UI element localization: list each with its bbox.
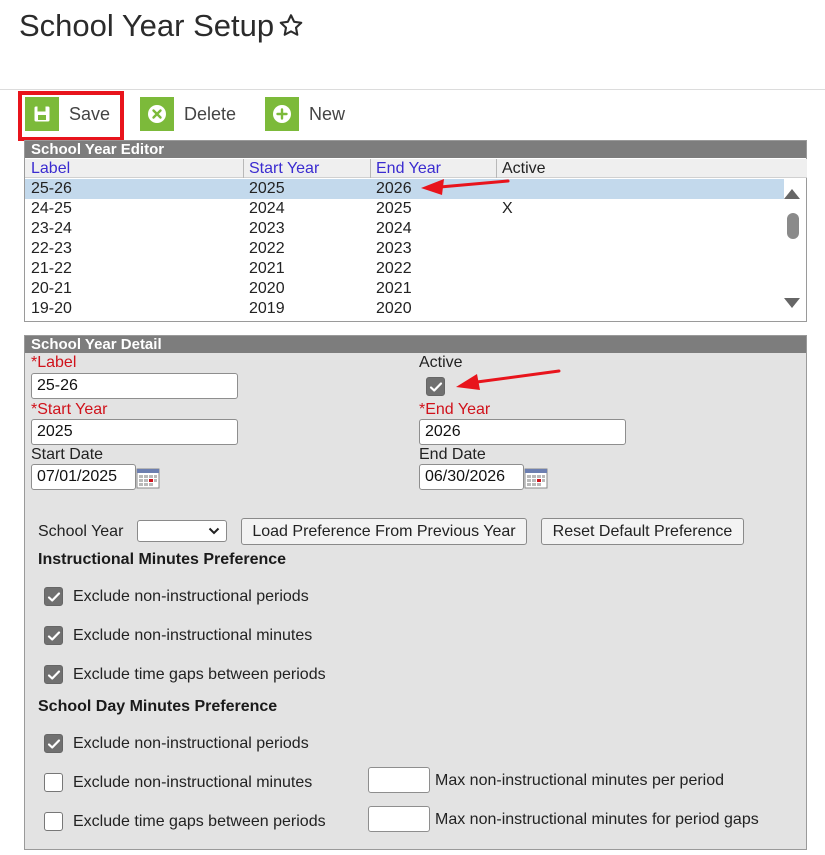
start-year-caption-text: Start Year: [37, 401, 108, 418]
cell-label: 25-26: [31, 180, 72, 197]
load-preference-button[interactable]: Load Preference From Previous Year: [241, 518, 527, 545]
table-row[interactable]: [25, 219, 784, 239]
end-date-caption: End Date: [419, 446, 486, 463]
instr-exclude-gaps-checkbox[interactable]: [44, 665, 63, 684]
cell-label: 20-21: [31, 280, 72, 297]
cell-end-year: 2022: [376, 260, 412, 277]
day-exclude-minutes-label: Exclude non-instructional minutes: [73, 774, 313, 791]
save-highlight-box: [18, 91, 124, 141]
column-separator: [370, 159, 371, 178]
star-outline-icon[interactable]: [277, 12, 305, 40]
cell-label: 19-20: [31, 300, 72, 317]
max-minutes-period-gaps-label: Max non-instructional minutes for period gaps: [435, 811, 759, 828]
delete-icon: [140, 97, 174, 131]
header-divider: [0, 89, 825, 90]
day-exclude-minutes-checkbox[interactable]: [44, 773, 63, 792]
editor-title: School Year Editor: [25, 141, 806, 158]
annotation-arrow-icon: [418, 176, 512, 198]
end-date-input[interactable]: [419, 464, 524, 490]
new-label: New: [309, 103, 346, 124]
new-button[interactable]: [265, 96, 345, 132]
cell-start-year: 2024: [249, 200, 285, 217]
required-marker: *: [419, 401, 426, 418]
max-minutes-period-gaps-input[interactable]: [368, 806, 430, 832]
day-exclude-periods-label: Exclude non-instructional periods: [73, 735, 309, 752]
cell-start-year: 2019: [249, 300, 285, 317]
label-caption-text: Label: [37, 354, 77, 371]
cell-start-year: 2021: [249, 260, 285, 277]
day-exclude-periods-checkbox[interactable]: [44, 734, 63, 753]
checkmark-icon: [47, 737, 61, 751]
column-header-active[interactable]: Active: [496, 159, 807, 178]
label-input[interactable]: [31, 373, 238, 399]
calendar-icon[interactable]: [524, 467, 548, 489]
label-field-caption: [31, 354, 76, 372]
cell-end-year: 2020: [376, 300, 412, 317]
day-exclude-gaps-label: Exclude time gaps between periods: [73, 813, 326, 830]
column-separator: [243, 159, 244, 178]
cell-start-year: 2020: [249, 280, 285, 297]
instr-exclude-periods-label: Exclude non-instructional periods: [73, 588, 309, 605]
table-row[interactable]: [25, 199, 784, 219]
checkmark-icon: [47, 629, 61, 643]
active-checkbox[interactable]: [426, 377, 445, 396]
start-year-caption: [31, 401, 108, 419]
cell-label: 24-25: [31, 200, 72, 217]
school-year-select-caption: School Year: [38, 523, 124, 540]
cell-label: 23-24: [31, 220, 72, 237]
required-marker: *: [31, 354, 38, 371]
reset-preference-button[interactable]: Reset Default Preference: [541, 518, 744, 545]
cell-end-year: 2021: [376, 280, 412, 297]
scroll-down-arrow-icon[interactable]: [784, 298, 800, 308]
column-header-end-year[interactable]: End Year: [370, 159, 496, 178]
max-minutes-per-period-label: Max non-instructional minutes per period: [435, 772, 725, 789]
day-exclude-gaps-checkbox[interactable]: [44, 812, 63, 831]
end-year-caption: [419, 401, 490, 419]
save-label: Save: [69, 103, 111, 124]
instr-exclude-minutes-checkbox[interactable]: [44, 626, 63, 645]
cell-active: X: [502, 200, 513, 217]
instr-exclude-minutes-label: Exclude non-instructional minutes: [73, 627, 313, 644]
school-year-select[interactable]: [137, 520, 227, 542]
school-year-editor: [24, 140, 807, 322]
cell-start-year: 2022: [249, 240, 285, 257]
annotation-arrow-icon: [453, 368, 563, 392]
instr-exclude-periods-checkbox[interactable]: [44, 587, 63, 606]
start-year-input[interactable]: [31, 419, 238, 445]
cell-start-year: 2023: [249, 220, 285, 237]
cell-start-year: 2025: [249, 180, 285, 197]
cell-end-year: 2024: [376, 220, 412, 237]
table-row[interactable]: [25, 299, 784, 319]
chevron-down-icon: [208, 526, 220, 536]
instr-exclude-gaps-label: Exclude time gaps between periods: [73, 666, 326, 683]
cell-end-year: 2026: [376, 180, 412, 197]
checkmark-icon: [47, 668, 61, 682]
checkmark-icon: [47, 590, 61, 604]
start-date-caption: Start Date: [31, 446, 104, 463]
delete-button[interactable]: [140, 96, 236, 132]
scrollbar-thumb[interactable]: [787, 213, 799, 239]
table-row[interactable]: [25, 279, 784, 299]
table-row[interactable]: [25, 259, 784, 279]
start-date-input[interactable]: [31, 464, 136, 490]
end-year-input[interactable]: [419, 419, 626, 445]
active-caption: Active: [419, 354, 463, 371]
school-day-minutes-title: School Day Minutes Preference: [38, 698, 278, 715]
cell-end-year: 2023: [376, 240, 412, 257]
cell-label: 21-22: [31, 260, 72, 277]
detail-title: School Year Detail: [25, 336, 806, 353]
end-year-caption-text: End Year: [425, 401, 491, 418]
checkmark-icon: [429, 380, 443, 394]
table-row[interactable]: [25, 179, 784, 199]
cell-end-year: 2025: [376, 200, 412, 217]
cell-label: 22-23: [31, 240, 72, 257]
max-minutes-per-period-input[interactable]: [368, 767, 430, 793]
column-header-label[interactable]: Label: [25, 159, 243, 178]
delete-label: Delete: [184, 103, 237, 124]
instructional-minutes-title: Instructional Minutes Preference: [38, 551, 287, 568]
required-marker: *: [31, 401, 38, 418]
page-title: School Year Setup: [19, 8, 275, 43]
scroll-up-arrow-icon[interactable]: [784, 189, 800, 199]
column-header-start-year[interactable]: Start Year: [243, 159, 370, 178]
table-row[interactable]: [25, 239, 784, 259]
add-icon: [265, 97, 299, 131]
calendar-icon[interactable]: [136, 467, 160, 489]
